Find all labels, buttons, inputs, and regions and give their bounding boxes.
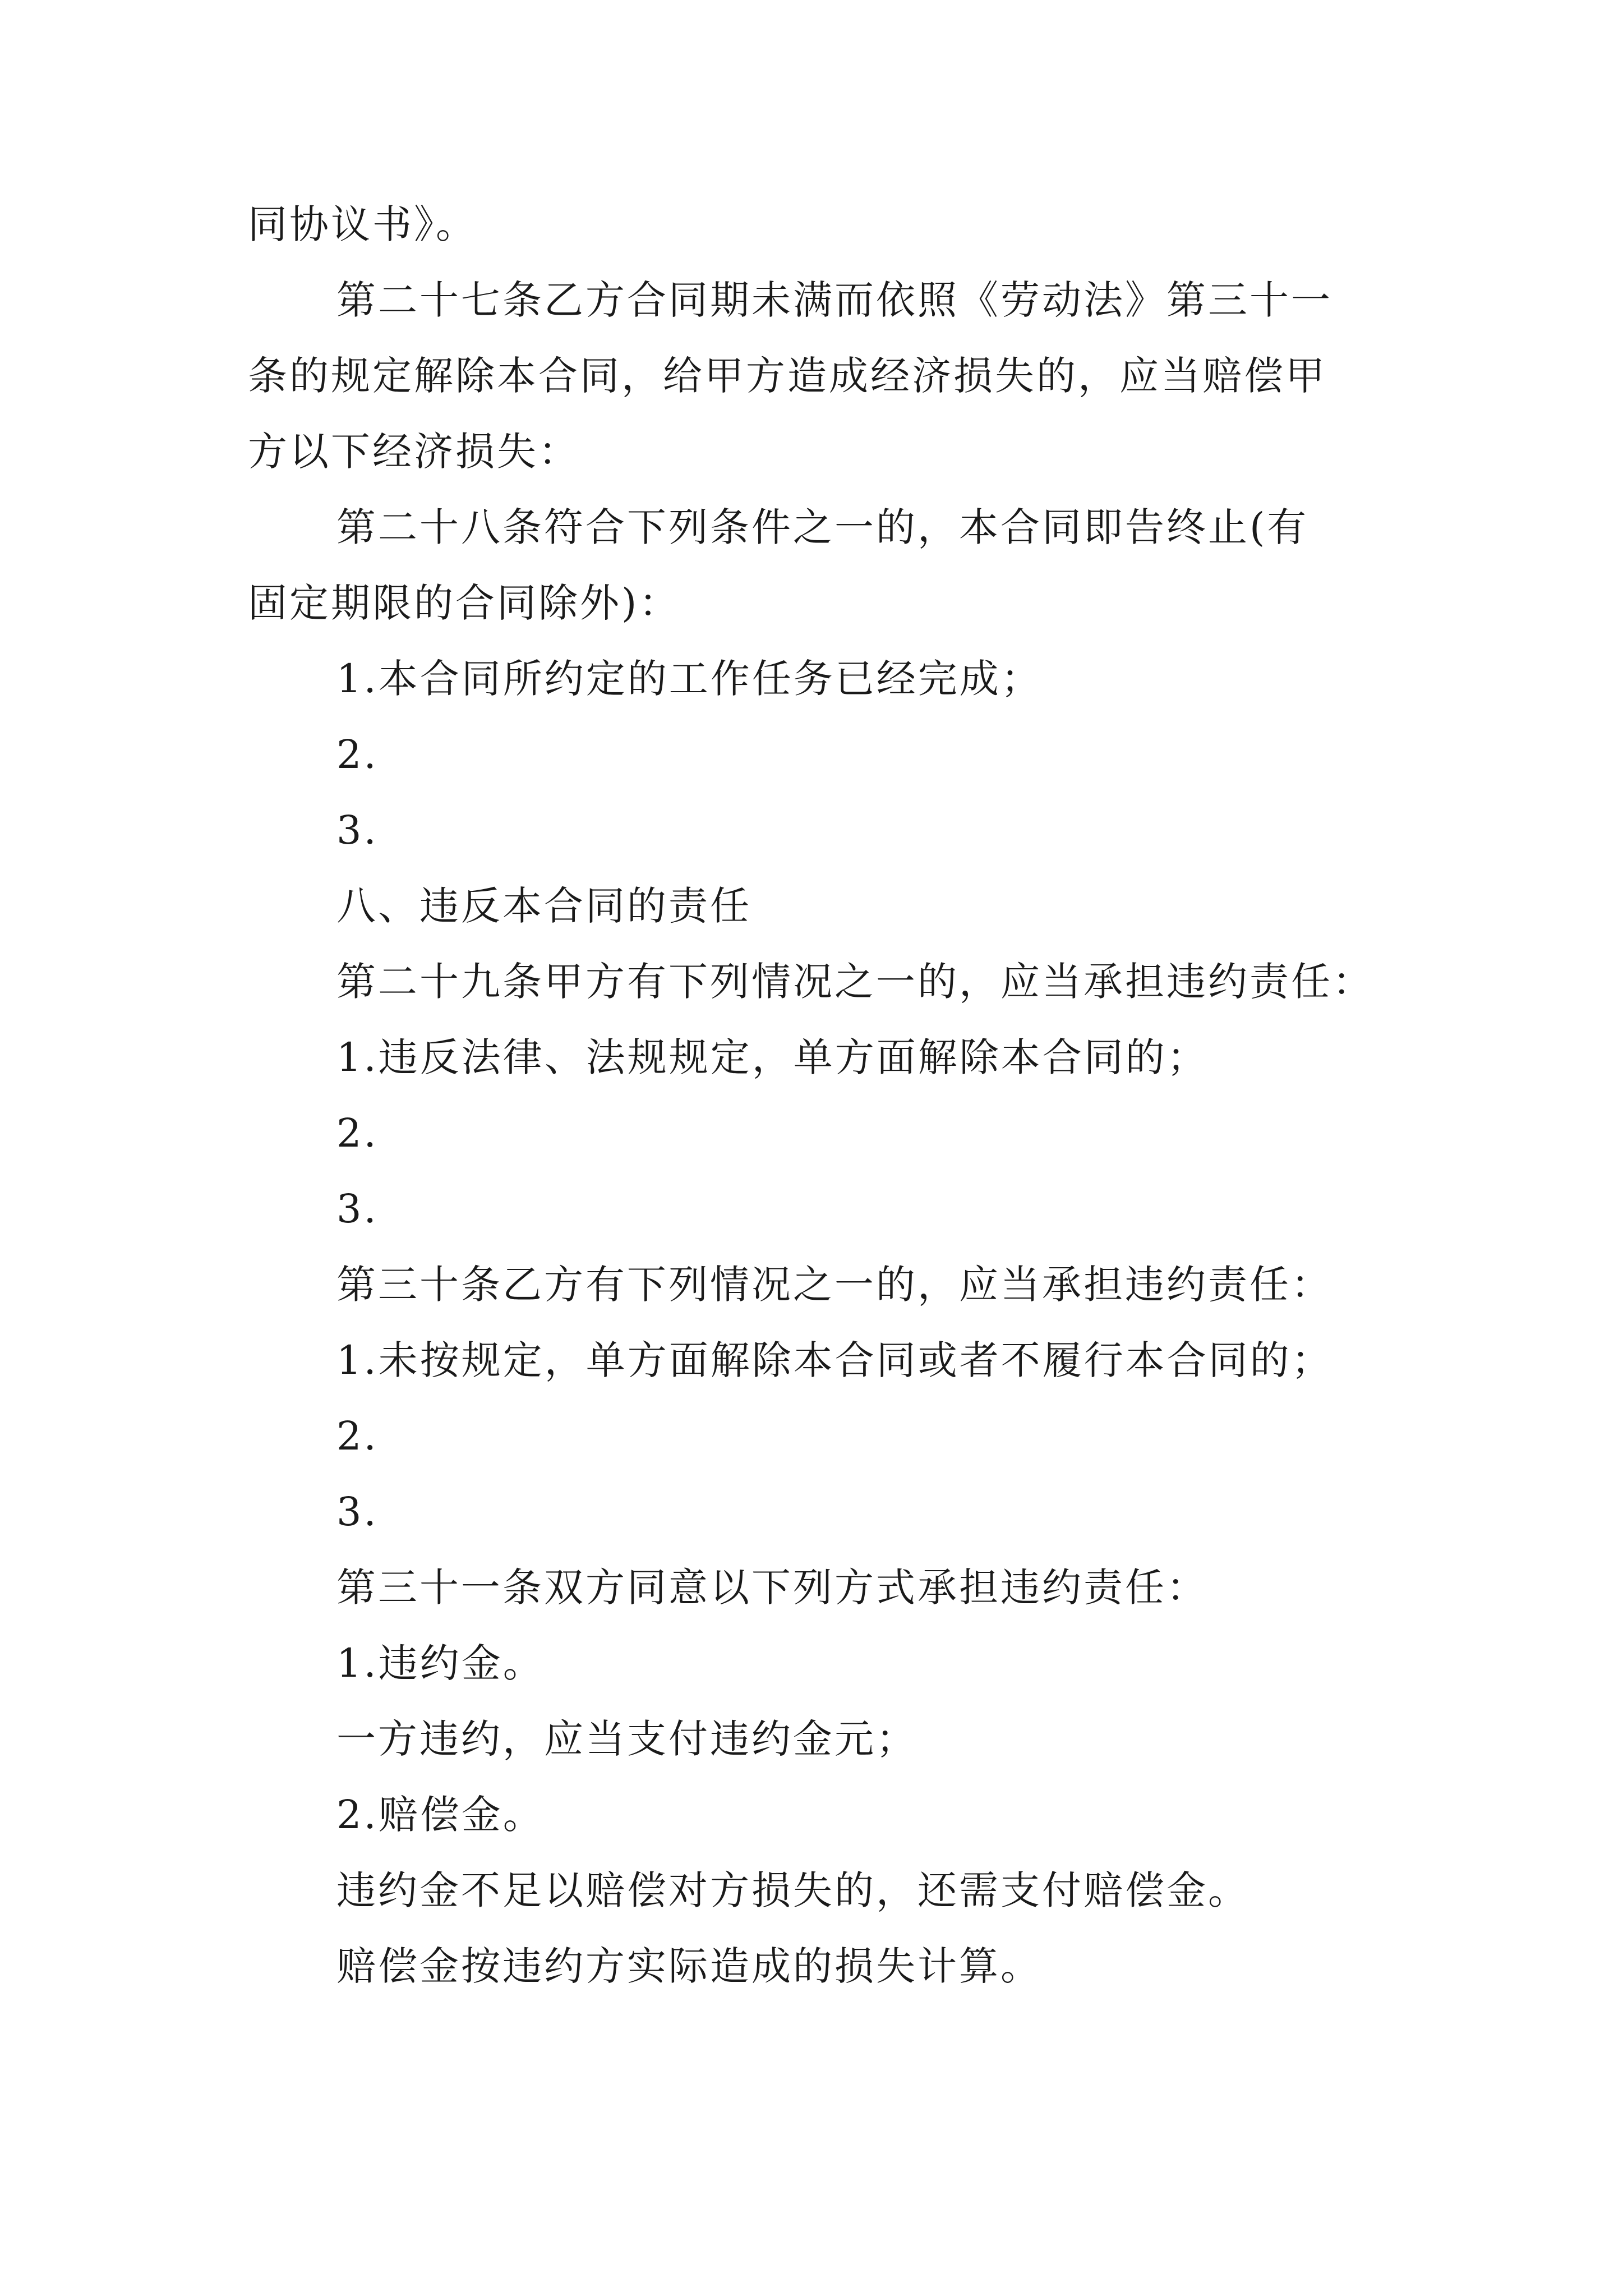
list-item: 2.赔偿金。 <box>336 1792 545 1838</box>
section-8-heading: 八、违反本合同的责任 <box>336 883 751 929</box>
text-line: 违约金不足以赔偿对方损失的，还需支付赔偿金。 <box>336 1867 1249 1913</box>
list-item: 1.本合同所约定的工作任务已经完成； <box>336 656 1043 702</box>
list-item: 2. <box>336 731 379 777</box>
list-item: 2. <box>336 1413 379 1459</box>
article-31-heading: 第三十一条双方同意以下列方式承担违约责任： <box>336 1565 1208 1611</box>
list-item: 1.未按规定，单方面解除本合同或者不履行本合同的； <box>336 1337 1333 1383</box>
list-item: 2. <box>336 1110 379 1156</box>
text-line: 一方违约，应当支付违约金元； <box>336 1716 917 1762</box>
list-item: 3. <box>336 1489 379 1535</box>
article-28-heading: 第二十八条符合下列条件之一的，本合同即告终止(有 <box>336 504 1309 550</box>
article-29-heading: 第二十九条甲方有下列情况之一的，应当承担违约责任： <box>336 959 1374 1005</box>
article-30-heading: 第三十条乙方有下列情况之一的，应当承担违约责任： <box>336 1262 1332 1308</box>
article-27-heading: 第二十七条乙方合同期未满而依照《劳动法》第三十一 <box>336 277 1332 323</box>
text-line: 固定期限的合同除外)： <box>248 580 681 626</box>
text-line: 方以下经济损失： <box>248 429 580 475</box>
text-line: 赔偿金按违约方实际造成的损失计算。 <box>336 1943 1042 1989</box>
text-line: 同协议书》。 <box>248 201 477 247</box>
list-item: 1.违反法律、法规规定，单方面解除本合同的； <box>336 1034 1209 1080</box>
list-item: 1.违约金。 <box>336 1640 545 1686</box>
text-line: 条的规定解除本合同，给甲方造成经济损失的，应当赔偿甲 <box>248 353 1327 399</box>
list-item: 3. <box>336 1186 379 1232</box>
list-item: 3. <box>336 807 379 853</box>
